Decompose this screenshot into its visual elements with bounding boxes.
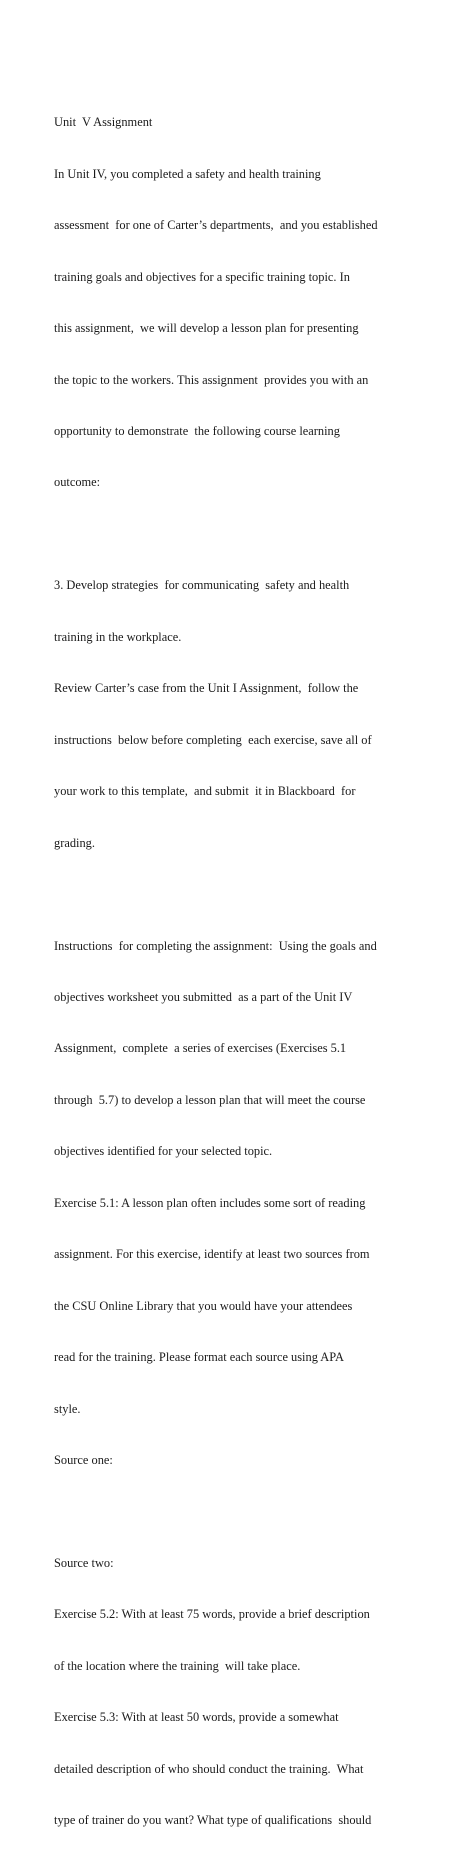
text-line: detailed description of who should conduct the training. What [54,1761,364,1776]
text-line: Assignment, complete a series of exercises (Exercises 5.1 [54,1041,347,1056]
text-line: style. [54,1401,81,1416]
assignment-text [54,80,404,1864]
text-line: of the location where the training will take place. [54,1658,301,1673]
text-line: Exercise 5.3: With at least 50 words, provide a somewhat [54,1710,339,1725]
text-line: through 5.7) to develop a lesson plan that will meet the course [54,1092,366,1107]
text-line: In Unit IV, you completed a safety and health training [54,166,321,181]
text-line: read for the training. Please format each source using APA [54,1350,344,1365]
text-line: grading. [54,835,95,850]
text-line: objectives worksheet you submitted as a part of the Unit IV [54,990,353,1005]
text-line: the topic to the workers. This assignment provides you with an [54,372,369,387]
text-line-title: Unit V Assignment [54,115,153,130]
text-line: assignment. For this exercise, identify at least two sources from [54,1247,370,1262]
text-line: Source one: [54,1453,113,1468]
text-line: your work to this template, and submit it in Blackboard for [54,784,356,799]
text-line: outcome: [54,475,101,490]
text-line: Exercise 5.1: A lesson plan often includes some sort of reading [54,1195,366,1210]
text-line: assessment for one of Carter’s departments, and you established [54,218,378,233]
text-line: type of trainer do you want? What type of qualifications should [54,1813,372,1828]
text-line: opportunity to demonstrate the following course learning [54,424,340,439]
text-line: Exercise 5.2: With at least 75 words, provide a brief description [54,1607,370,1622]
text-line: Review Carter’s case from the Unit I Assignment, follow the [54,681,359,696]
text-line: training in the workplace. [54,629,182,644]
text-line: training goals and objectives for a specific training topic. In [54,269,350,284]
text-line: this assignment, we will develop a lesson plan for presenting [54,321,359,336]
text-line: objectives identified for your selected topic. [54,1144,273,1159]
blank-line [54,1504,404,1521]
text-line: Source two: [54,1556,114,1570]
text-line: 3. Develop strategies for communicating safety and health [54,578,350,593]
blank-line [54,886,404,903]
text-line: Instructions for completing the assignment: Using the goals and [54,938,377,953]
text-line: instructions below before completing each exercise, save all of [54,732,372,747]
blank-line [54,526,404,543]
text-line: the CSU Online Library that you would have your attendees [54,1298,353,1313]
